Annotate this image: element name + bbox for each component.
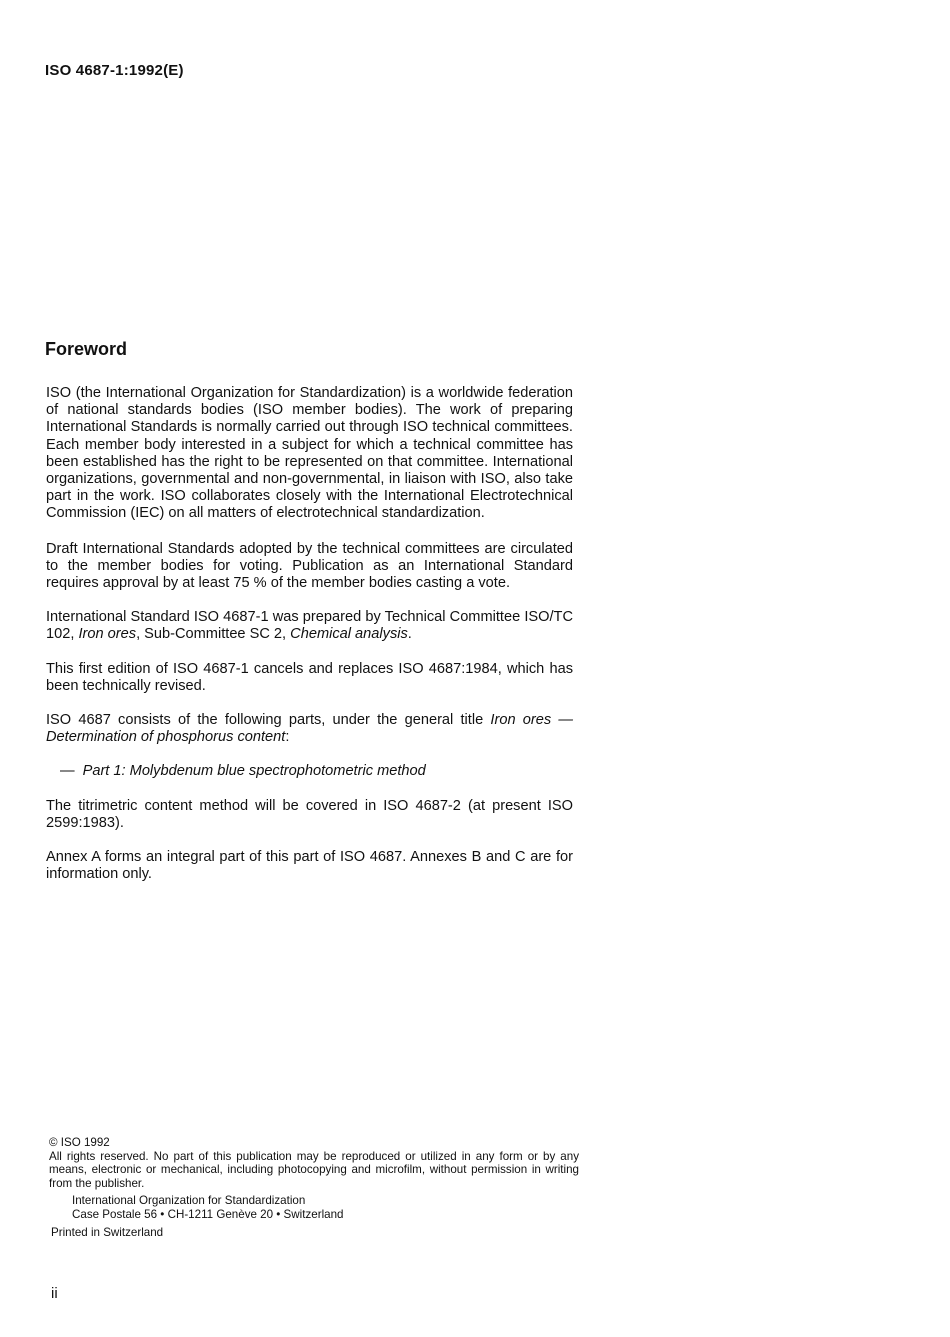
foreword-paragraph-7: Annex A forms an integral part of this part of ISO 4687. Annexes B and C are for information only. bbox=[46, 849, 573, 883]
part-prefix: Part 1: bbox=[82, 763, 126, 780]
part-title: Molybdenum blue spectrophotometric method bbox=[129, 763, 426, 780]
foreword-body bbox=[46, 385, 573, 900]
publisher-name: International Organization for Standardization bbox=[72, 1194, 306, 1208]
publisher-postal: Case Postale 56 • CH-1211 Genève 20 • Switzerland bbox=[72, 1207, 344, 1221]
paragraph-5-text-a: ISO 4687 consists of the following parts, under the general title bbox=[46, 712, 491, 729]
committee-title: Iron ores bbox=[78, 626, 137, 643]
foreword-paragraph-6: The titrimetric content method will be covered in ISO 4687-2 (at present ISO 2599:1983). bbox=[46, 797, 573, 831]
copyright-notice: © ISO 1992 bbox=[49, 1136, 110, 1149]
foreword-paragraph-3 bbox=[46, 609, 573, 643]
page-number: ii bbox=[51, 1285, 58, 1302]
paragraph-3-text-a: International Standard ISO 4687-1 was prepared by Technical Committee ISO/TC 102, bbox=[46, 609, 573, 643]
foreword-paragraph-2: Draft International Standards adopted by the technical committees are circulated to the member bodies for voting. Publication as an International Standard requires approval by at least 75 % of the member bodies casting a vote. bbox=[46, 540, 573, 592]
copyright-footer bbox=[49, 1136, 579, 1239]
paragraph-3-text-e: . bbox=[407, 626, 412, 643]
foreword-paragraph-1: ISO (the International Organization for Standardization) is a worldwide federation of national standards bodies (ISO member bodies). The work of preparing International Standards is normally carried out through ISO technical committees. Each member body interested in a subject for which a technical committee has been established has the right to be represented on that committee. International organizations, governmental and non-governmental, in liaison with ISO, also take part in the work. ISO collaborates closely with the International Electrotechnical Commission (IEC) on all matters of electrotechnical standardization. bbox=[46, 385, 573, 522]
foreword-paragraph-5 bbox=[46, 712, 573, 746]
general-title: Iron ores — Determination of phosphorus content bbox=[46, 712, 573, 746]
paragraph-3-text-c: , Sub-Committee SC 2, bbox=[136, 626, 291, 643]
document-id: ISO 4687-1:1992(E) bbox=[45, 62, 184, 79]
rights-statement: All rights reserved. No part of this publication may be reproduced or utilized in any form or by any means, electronic or mechanical, including photocopying and microfilm, without permission in writing from the publisher. bbox=[49, 1149, 579, 1190]
printed-in: Printed in Switzerland bbox=[51, 1225, 164, 1239]
publisher-address bbox=[72, 1194, 579, 1221]
foreword-heading: Foreword bbox=[45, 339, 128, 359]
foreword-paragraph-4: This first edition of ISO 4687-1 cancels and replaces ISO 4687:1984, which has been technically revised. bbox=[46, 660, 573, 694]
paragraph-5-text-c: : bbox=[285, 729, 290, 746]
part-list-item bbox=[60, 763, 573, 780]
list-dash: — bbox=[60, 763, 75, 780]
subcommittee-title: Chemical analysis bbox=[290, 626, 408, 643]
